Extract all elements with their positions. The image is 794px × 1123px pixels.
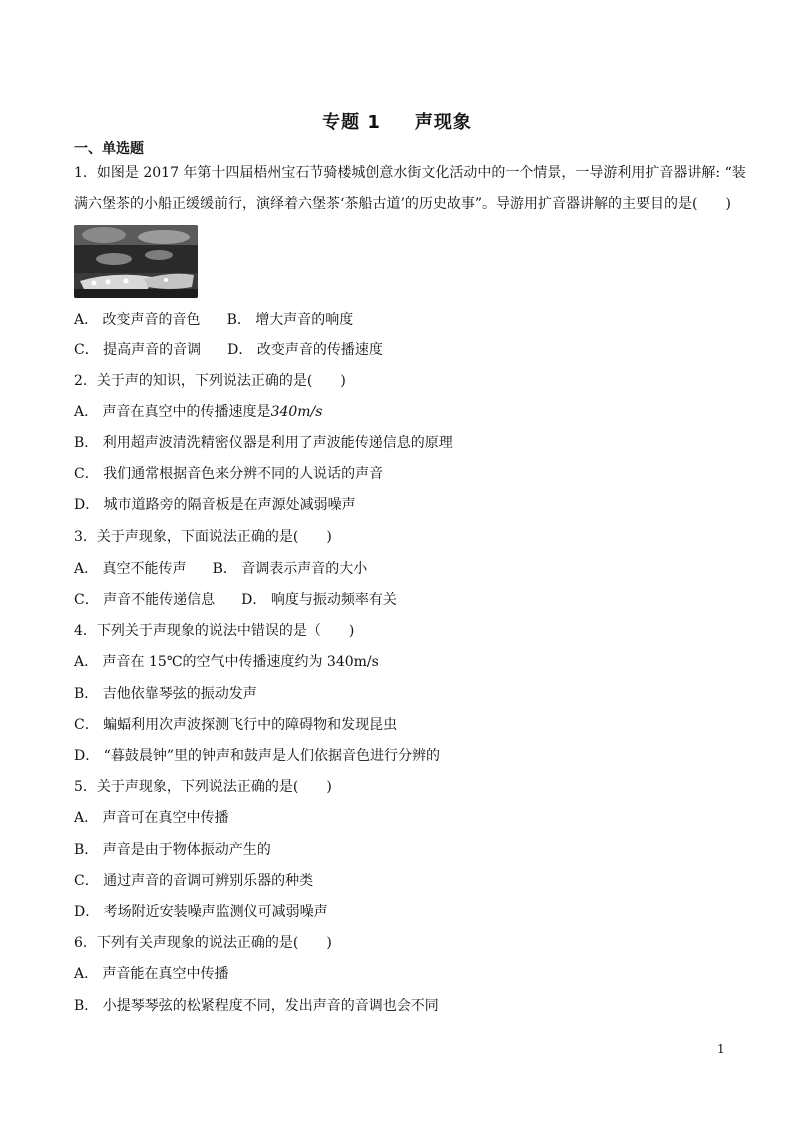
question-5-option-b[interactable]: B． 声音是由于物体振动产生的 <box>74 842 271 858</box>
title-topic-number: 专题 1 <box>322 112 381 133</box>
question-2-option-a-text: A． 声音在真空中的传播速度是 <box>74 404 271 420</box>
question-1-stem-line-2: 满六堡茶的小船正缓缓前行，演绎着六堡茶‘茶船古道’的历史故事”。导游用扩音器讲解的主要目的是( ) <box>74 196 731 212</box>
title-topic-name: 声现象 <box>414 112 472 133</box>
question-1-option-a[interactable]: A． 改变声音的音色 <box>74 312 201 328</box>
question-2-option-d[interactable]: D． 城市道路旁的隔音板是在声源处减弱噪声 <box>74 497 356 513</box>
question-1-options-row-2 <box>74 341 383 359</box>
question-6-option-b[interactable]: B． 小提琴琴弦的松紧程度不同，发出声音的音调也会不同 <box>74 998 439 1014</box>
question-1-photo <box>74 225 198 298</box>
question-2-stem: 2．关于声的知识，下列说法正确的是( ) <box>74 373 346 389</box>
question-5-stem: 5．关于声现象，下列说法正确的是( ) <box>74 779 332 795</box>
question-6-option-a[interactable]: A． 声音能在真空中传播 <box>74 966 229 982</box>
question-1-stem-line-1: 1．如图是 2017 年第十四届梧州宝石节骑楼城创意水街文化活动中的一个情景，一导游利用扩音器讲解: “装 <box>74 165 746 181</box>
question-2-option-a-math: 340m/s <box>270 404 323 420</box>
question-2-option-a[interactable] <box>74 403 322 421</box>
question-3-option-d[interactable]: D． 响度与振动频率有关 <box>241 592 397 608</box>
question-4-option-d[interactable]: D． “暮鼓晨钟”里的钟声和鼓声是人们依据音色进行分辨的 <box>74 748 440 764</box>
question-3-options-row-1 <box>74 560 367 578</box>
question-4-option-a[interactable]: A． 声音在 15℃的空气中传播速度约为 340m/s <box>74 654 379 670</box>
question-5-option-a[interactable]: A． 声音可在真空中传播 <box>74 810 229 826</box>
section-heading: 一、单选题 <box>74 141 144 157</box>
question-5-option-d[interactable]: D． 考场附近安装噪声监测仪可减弱噪声 <box>74 904 328 920</box>
question-3-option-c[interactable]: C． 声音不能传递信息 <box>74 592 216 608</box>
question-2-option-b[interactable]: B． 利用超声波清洗精密仪器是利用了声波能传递信息的原理 <box>74 435 453 451</box>
question-3-options-row-2 <box>74 591 397 609</box>
question-3-option-a[interactable]: A． 真空不能传声 <box>74 561 187 577</box>
question-1-option-b[interactable]: B． 增大声音的响度 <box>226 312 354 328</box>
page-title <box>0 108 794 134</box>
page-number: 1 <box>717 1042 725 1056</box>
question-1-options-row-1 <box>74 311 353 329</box>
question-3-stem: 3．关于声现象，下面说法正确的是( ) <box>74 529 332 545</box>
question-4-stem: 4．下列关于声现象的说法中错误的是（ ) <box>74 623 355 639</box>
question-1-option-c[interactable]: C． 提高声音的音调 <box>74 342 202 358</box>
question-4-option-c[interactable]: C． 蝙蝠利用次声波探测飞行中的障碍物和发现昆虫 <box>74 717 398 733</box>
question-2-option-c[interactable]: C． 我们通常根据音色来分辨不同的人说话的声音 <box>74 466 384 482</box>
question-6-stem: 6．下列有关声现象的说法正确的是( ) <box>74 935 332 951</box>
question-4-option-b[interactable]: B． 吉他依靠琴弦的振动发声 <box>74 686 257 702</box>
question-3-option-b[interactable]: B． 音调表示声音的大小 <box>212 561 368 577</box>
question-1-option-d[interactable]: D． 改变声音的传播速度 <box>227 342 383 358</box>
question-5-option-c[interactable]: C． 通过声音的音调可辨别乐器的种类 <box>74 873 314 889</box>
